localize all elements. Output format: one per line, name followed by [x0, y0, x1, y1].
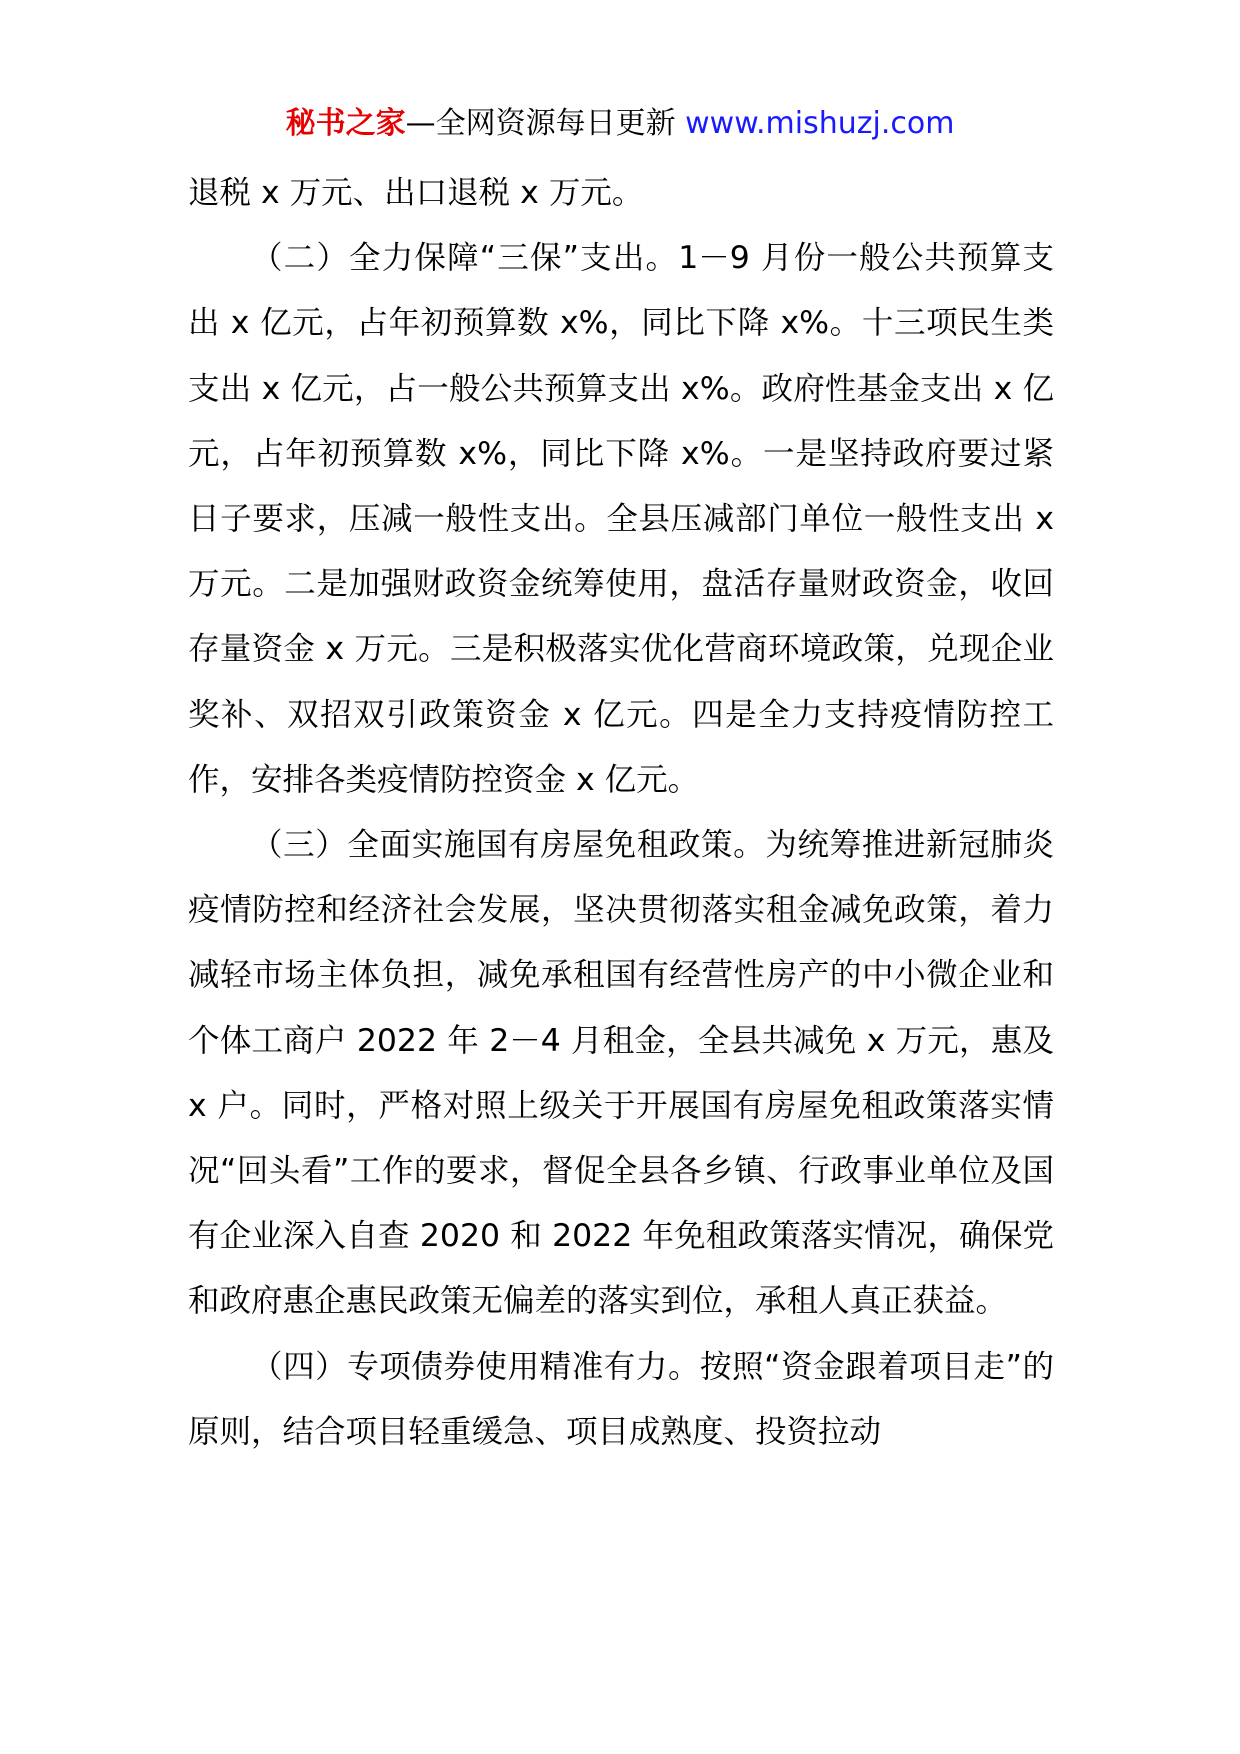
- paragraph-section-2: （二）全力保障“三保”支出。1－9 月份一般公共预算支出 x 亿元，占年初预算数 x%，同比下降 x%。十三项民生类支出 x 亿元，占一般公共预算支出 x%。政府性基金支出 x 亿元，占年初预算数 x%，同比下降 x%。一是坚持政府要过紧日子要求，压减一般性支出。全县压减部门单位一般性支出 x 万元。二是加强财政资金统筹使用，盘活存量财政资金，收回存量资金 x 万元。三是积极落实优化营商环境政策，兑现企业奖补、双招双引政策资金 x 亿元。四是全力支持疫情防控工作，安排各类疫情防控资金 x 亿元。: [188, 240, 1054, 798]
- header-tagline: —全网资源每日更新: [405, 106, 676, 141]
- paragraph-section-4: （四）专项债券使用精准有力。按照“资金跟着项目走”的原则，结合项目轻重缓急、项目成熟度、投资拉动: [188, 1348, 1054, 1450]
- paragraph-continuation: 退税 x 万元、出口退税 x 万元。: [188, 175, 644, 211]
- document-body: [188, 161, 1054, 1465]
- page-header: [0, 100, 1240, 148]
- paragraph-section-3: （三）全面实施国有房屋免租政策。为统筹推进新冠肺炎疫情防控和经济社会发展，坚决贯彻落实租金减免政策，着力减轻市场主体负担，减免承租国有经营性房产的中小微企业和个体工商户 2022 年 2－4 月租金，全县共减免 x 万元，惠及 x 户。同时，严格对照上级关于开展国有房屋免租政策落实情况“回头看”工作的要求，督促全县各乡镇、行政事业单位及国有企业深入自查 2020 和 2022 年免租政策落实情况，确保党和政府惠企惠民政策无偏差的落实到位，承租人真正获益。: [188, 827, 1054, 1320]
- site-url[interactable]: www.mishuzj.com: [685, 106, 955, 141]
- brand-name: 秘书之家: [285, 106, 406, 141]
